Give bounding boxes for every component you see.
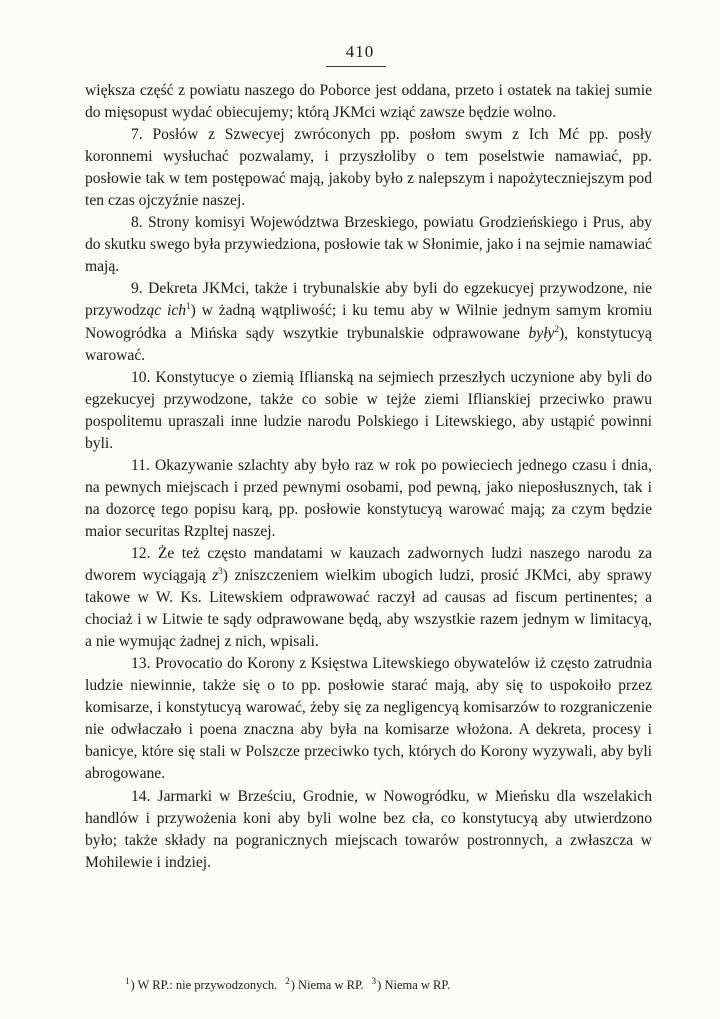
footnotes xyxy=(125,973,625,993)
footnote-mark: 2 xyxy=(285,976,290,986)
footnote-text: ) W RP.: nie przywodzonych. xyxy=(130,978,278,992)
text-run: 13. Provocatio do Korony z Księstwa Litewskiego obywatelów iż często zatrudnia ludzie niewinnie, także się o to pp. posłowie starać mają, aby się to uspokoiło przez komisarze, i konstytucyą warować, żeby się za negligencyą komisarzów to rozgraniczenie nie odwłaczało i poena znaczna aby była na komisarze włożona. A dekreta, procesy i banicye, które się stali w Polszcze przeciwko tych, których do Korony wyzywali, aby byli abrogowane. xyxy=(85,655,652,783)
footnote-reference: 2 xyxy=(554,323,559,334)
text-run: ) zniszczeniem wielkim ubogich ludzi, prosić JKMci, aby sprawy takowe w W. Ks. Litewskiem odprawować raczył ad causas ad fiscum pertinentes; a chociaż i w Litwie te sądy odprawowane będą, aby wszystkie razem jednym w limitacyą, a nie wymując żadnej z nich, wpisali. xyxy=(85,567,653,651)
paragraph xyxy=(85,212,652,278)
footnote-mark: 1 xyxy=(125,976,130,986)
italic-text: były xyxy=(528,324,555,342)
footnote xyxy=(285,978,363,992)
text-run: 12. Że też często mandatami w kauzach zadwornych ludzi naszego narodu za dworem wyciągają xyxy=(85,544,652,585)
body-text xyxy=(85,80,652,874)
text-run: większa część z powiatu naszego do Poborce jest oddana, przeto i ostatek na takiej sumie do mięsopust wydać obiecujemy; którą JKMci wziąć zawsze będzie wolno. xyxy=(85,82,652,122)
italic-text: z xyxy=(212,567,219,585)
paragraph xyxy=(85,455,652,543)
paragraph xyxy=(85,653,652,785)
italic-text: ąc ich xyxy=(146,302,187,320)
footnote-text: ) Niema w RP. xyxy=(377,978,451,992)
page-number: 410 xyxy=(345,42,375,61)
footnote-reference: 3 xyxy=(218,566,223,577)
text-run: 9. Dekreta JKMci, także i trybunalskie aby byli do egzekucyej przywodzone, nie przywodz xyxy=(85,280,652,320)
footnote-mark: 3 xyxy=(371,976,377,986)
text-run: 7. Posłów z Szwecyej zwróconych pp. posłom swym z Ich Mć pp. posły koronnemi wysłuchać pozwalamy, i przyszłoliby o tem poselstwie namawiać, pp. posłowie tak w tem postępować mają, jakoby było z nalepszym i napożyteczniejszym pod ten czas ojczyźnie naszej. xyxy=(85,126,652,210)
footnote-text: ) Niema w RP. xyxy=(290,978,364,992)
footnote xyxy=(372,978,450,992)
text-run: ), konstytucyą warować. xyxy=(85,324,652,364)
paragraph xyxy=(85,543,652,653)
text-run: ) w żadną wątpliwość; i ku temu aby w Wilnie jednym samym kromiu Nowogródka a Mińska sądy wszytkie trybunalskie odprawowane xyxy=(85,302,652,342)
header-rule xyxy=(326,66,386,67)
paragraph xyxy=(85,80,652,124)
footnote xyxy=(125,978,277,992)
footnote-reference: 1 xyxy=(186,301,191,312)
text-run: 8. Strony komisyi Województwa Brzeskiego, powiatu Grodzieńskiego i Prus, aby do skutku swego była przywiedziona, posłowie tak w Słonimie, jako i na sejmie namawiać mają. xyxy=(85,214,652,276)
text-run: 14. Jarmarki w Brześciu, Grodnie, w Nowogródku, w Mieńsku dla wszelakich handlów i przywożenia koni aby byli wolne bez cła, co konstytucyą aby utwierdzono było; także składy na pogranicznych miejscach towarów postronnych, a zwłaszcza w Mohilewie i indziej. xyxy=(85,787,652,871)
text-run: 10. Konstytucye o ziemią Iflianską na sejmiech przeszłych uczynione aby byli do egzekucyej przywodzone, także co sobie w tejże ziemi Iflianskiej przeciwko prawu pospolitemu upraszali inne ludzie narodu Polskiego i Litewskiego, aby ustąpić powinni byli. xyxy=(85,368,652,452)
paragraph xyxy=(85,278,652,366)
paragraph xyxy=(85,124,652,212)
paragraph xyxy=(85,786,652,874)
text-run: 11. Okazywanie szlachty aby było raz w rok po powieciech jednego czasu i dnia, na pewnych miejscach i przed pewnymi osobami, pod pewną, jako nieposłusznych, tak i na dozorcę tego popisu karą, pp. posłowie konstytucyą warować mają; za czym będzie maior securitas Rzpltej naszej. xyxy=(85,456,652,540)
paragraph xyxy=(85,367,652,455)
